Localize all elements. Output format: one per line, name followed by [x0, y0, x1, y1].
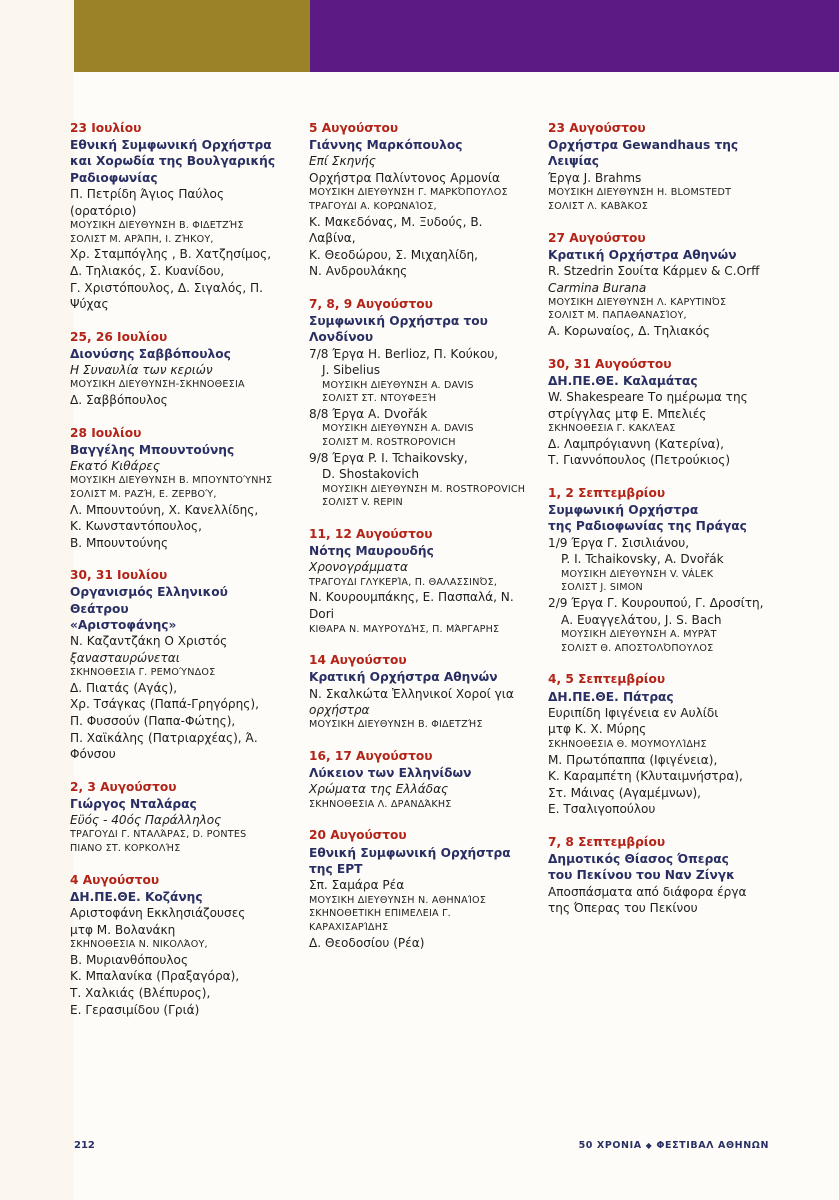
program-entry	[309, 827, 529, 951]
entry-line: ΣΚΗΝΟΘΕΣΙΑ Θ. ΜΟΥΜΟΥΛΊΔΗΣ	[548, 738, 707, 750]
entry-line: ΜΟΥΣΙΚΗ ΔΙΕΥΘΥΝΣΗ Λ. ΚΑΡΥΤΙΝΌΣ	[548, 296, 727, 308]
entry-title: Διονύσης Σαββόπουλος	[70, 346, 231, 361]
entry-date: 11, 12 Αυγούστου	[309, 527, 433, 542]
program-entry	[70, 425, 290, 552]
entry-date: 23 Ιουλίου	[70, 121, 142, 135]
page-body	[0, 72, 839, 1152]
entry-line: P. I. Tchaikovsky, A. Dvořák	[561, 552, 724, 567]
entry-line: Κ. Μπαλανίκα (Πραξαγόρα),	[70, 969, 240, 984]
entry-line: Εκατό Κιθάρες	[70, 459, 160, 474]
entry-line: ΣΚΗΝΟΘΕΣΙΑ Γ. ΚΑΚΛΈΑΣ	[548, 423, 676, 435]
entry-title: της ΕΡΤ	[309, 861, 363, 876]
entry-line: Σπ. Σαμάρα Ρέα	[309, 878, 405, 893]
entry-line: ΣΟΛΙΣΤ Θ. ΑΠΟΣΤΟΛΌΠΟΥΛΟΣ	[561, 642, 714, 654]
entry-line: Ν. Κουρουμπάκης, Ε. Πασπαλά, N. Dori	[309, 590, 514, 621]
entry-title: Συμφωνική Ορχήστρα του Λονδίνου	[309, 313, 488, 345]
entry-line: J. Sibelius	[322, 363, 381, 378]
entry-line: Γ. Χριστόπουλος, Δ. Σιγαλός, Π. Ψύχας	[70, 280, 263, 312]
entry-line: ΜΟΥΣΙΚΗ ΔΙΕΥΘΥΝΣΗ Β. ΜΠΟΥΝΤΟΎΝΗΣ	[70, 475, 273, 487]
entry-line: Αριστοφάνη Εκκλησιάζουσες	[70, 906, 246, 921]
entry-line: στρίγγλας μτφ Ε. Μπελιές	[548, 406, 707, 421]
entry-line: Δ. Τηλιακός, Σ. Κυανίδου,	[70, 264, 225, 279]
entry-line: ΠΙΑΝΟ ΣΤ. ΚΟΡΚΟΛΉΣ	[70, 843, 181, 855]
entry-line: ΣΟΛΙΣΤ ΣΤ. ΝΤΟΥΦΕΞΉ	[322, 393, 437, 405]
entry-title: Συμφωνική Ορχήστρα	[548, 503, 699, 518]
page-header-bar	[74, 0, 839, 72]
footer-text-secondary: ΦΕΣΤΙΒΑΛ ΑΘΗΝΩΝ	[656, 1140, 769, 1151]
entry-line: Χρ. Τσάγκας (Παπά-Γρηγόρης),	[70, 697, 259, 712]
entry-line: Ε. Γερασιμίδου (Γριά)	[70, 1002, 200, 1017]
program-entry	[70, 567, 290, 762]
entry-date: 4 Αυγούστου	[70, 872, 160, 887]
entry-date: 2, 3 Αυγούστου	[70, 779, 177, 794]
entry-title: «Αριστοφάνης»	[70, 618, 177, 633]
entry-title: Εθνική Συμφωνική Ορχήστρα	[309, 845, 511, 860]
entry-line: Έργα J. Brahms	[548, 170, 642, 185]
entry-line: R. Stzedrin Σουίτα Κάρμεν & C.Orff	[548, 264, 760, 278]
entry-date: 30, 31 Αυγούστου	[548, 356, 672, 371]
entry-line: Χρ. Σταμπόγλης , Β. Χατζησίμος,	[70, 247, 272, 262]
header-gold-block	[74, 0, 310, 72]
entry-line: Carmina Burana	[548, 280, 647, 295]
entry-line: ΣΟΛΙΣΤ V. REPIN	[322, 497, 403, 509]
entry-line: Ευριπίδη Ιφιγένεια εν Αυλίδι	[548, 705, 719, 720]
entry-line: Ν. Σκαλκώτα Ἐλληνικοί Χοροί για	[309, 686, 514, 701]
program-entry	[548, 834, 768, 917]
entry-title: Ραδιοφωνίας	[70, 170, 158, 185]
entry-title: ΔΗ.ΠΕ.ΘΕ. Κοζάνης	[70, 889, 203, 904]
entry-line: Εϋός - 40ός Παράλληλος	[70, 813, 222, 828]
program-entry	[548, 120, 768, 214]
entry-title: του Πεκίνου του Ναν Ζίνγκ	[548, 868, 735, 883]
entry-line: D. Shostakovich	[322, 467, 419, 482]
entry-line: Π. Φυσσούν (Παπα-Φώτης),	[70, 714, 236, 729]
entry-line: ΣΚΗΝΟΘΕΤΙΚΗ ΕΠΙΜΕΛΕΙΑ Γ. ΚΑΡΑΧΙΣΑΡΊΔΗΣ	[309, 908, 451, 933]
program-entry	[548, 230, 768, 340]
entry-line: Β. Μπουντούνης	[70, 535, 169, 550]
program-entry	[548, 485, 768, 655]
entry-line: Χρώματα της Ελλάδας	[309, 782, 449, 797]
entry-line: Ν. Ανδρουλάκης	[309, 264, 408, 279]
entry-line: ορχήστρα	[309, 703, 370, 718]
entry-line: ΜΟΥΣΙΚΗ ΔΙΕΥΘΥΝΣΗ Γ. ΜΑΡΚΌΠΟΥΛΟΣ	[309, 187, 508, 199]
entry-line: ΣΟΛΙΣΤ Μ. ΠΑΠΑΘΑΝΑΣΊΟΥ,	[548, 310, 687, 322]
entry-line: ΜΟΥΣΙΚΗ ΔΙΕΥΘΥΝΣΗ V. VÁLEK	[561, 568, 714, 580]
entry-line: μτφ Μ. Βολανάκη	[70, 922, 176, 937]
entry-title: της Ραδιοφωνίας της Πράγας	[548, 519, 747, 534]
entry-date: 30, 31 Ιουλίου	[70, 568, 168, 583]
program-column	[70, 120, 290, 1034]
entry-line: ΜΟΥΣΙΚΗ ΔΙΕΥΘΥΝΣΗ M. ROSTROPOVICH	[322, 483, 526, 495]
entry-line: Α. Ευαγγελάτου, J. S. Bach	[561, 612, 722, 627]
entry-line: Χρονογράμματα	[309, 560, 408, 575]
entry-line: Β. Μυριανθόπουλος	[70, 952, 189, 967]
program-entry	[70, 329, 290, 409]
entry-line: Κ. Μακεδόνας, Μ. Ξυδούς, Β. Λαβίνα,	[309, 214, 483, 246]
entry-title: Γιώργος Νταλάρας	[70, 796, 197, 811]
entry-line: 9/8 Έργα P. I. Tchaikovsky,	[309, 450, 468, 465]
entry-line: 2/9 Έργα Γ. Κουρουπού, Γ. Δροσίτη,	[548, 596, 764, 611]
entry-line: Ε. Τσαλιγοπούλου	[548, 802, 656, 817]
program-entry	[309, 296, 529, 510]
entry-title: Λύκειον των Ελληνίδων	[309, 766, 472, 781]
entry-line: ΣΚΗΝΟΘΕΣΙΑ Λ. ΔΡΑΝΔΆΚΗΣ	[309, 798, 452, 810]
entry-line: 7/8 Έργα Η. Berlioz, Π. Κούκου,	[309, 346, 499, 361]
entry-date: 7, 8, 9 Αυγούστου	[309, 296, 433, 311]
entry-title: Γιάννης Μαρκόπουλος	[309, 138, 463, 153]
program-column	[309, 120, 529, 1034]
entry-line: ΜΟΥΣΙΚΗ ΔΙΕΥΘΥΝΣΗ A. DAVIS	[322, 379, 474, 391]
entry-title: Οργανισμός Ελληνικού Θεάτρου	[70, 585, 228, 616]
entry-line: ΜΟΥΣΙΚΗ ΔΙΕΥΘΥΝΣΗ Ν. ΑΘΗΝΑΊΟΣ	[309, 894, 487, 906]
entry-line: Δ. Σαββόπουλος	[70, 393, 168, 408]
program-entry	[70, 779, 290, 856]
entry-line: ΣΟΛΙΣΤ J. SIMON	[561, 582, 643, 594]
entry-date: 28 Ιουλίου	[70, 425, 142, 440]
entry-title: και Χορωδία της Βουλγαρικής	[70, 154, 276, 169]
entry-line: ΤΡΑΓΟΥΔΙ Α. ΚΟΡΩΝΑΊΟΣ,	[309, 200, 437, 212]
entry-line: ΣΚΗΝΟΘΕΣΙΑ Ν. ΝΙΚΟΛΆΟΥ,	[70, 939, 208, 951]
entry-line: Τ. Γιαννόπουλος (Πετρούκιος)	[548, 453, 731, 468]
entry-title: ΔΗ.ΠΕ.ΘΕ. Καλαμάτας	[548, 373, 698, 388]
entry-date: 20 Αυγούστου	[309, 828, 407, 843]
entry-line: ΚΙΘΑΡΑ Ν. ΜΑΥΡΟΥΔΉΣ, Π. ΜΆΡΓΑΡΗΣ	[309, 623, 500, 635]
page-footer	[0, 1140, 839, 1170]
page-number: 212	[74, 1140, 95, 1151]
entry-title: Νότης Μαυρουδής	[309, 544, 434, 559]
entry-title: Κρατική Ορχήστρα Αθηνών	[548, 247, 737, 262]
entry-line: ΜΟΥΣΙΚΗ ΔΙΕΥΘΥΝΣΗ H. BLOMSTEDT	[548, 187, 732, 199]
entry-date: 4, 5 Σεπτεμβρίου	[548, 672, 666, 687]
entry-line: ξανασταυρώνεται	[70, 650, 180, 665]
entry-line: ΣΟΛΙΣΤ Μ. ΑΡΆΠΗ, Ι. ΖΉΚΟΥ,	[70, 233, 214, 245]
program-entry	[548, 356, 768, 469]
footer-caption	[579, 1140, 769, 1151]
entry-title: Κρατική Ορχήστρα Αθηνών	[309, 670, 498, 685]
entry-line: Ν. Καζαντζάκη Ο Χριστός	[70, 634, 228, 649]
entry-line: Κ. Κωνσταντόπουλος,	[70, 519, 202, 534]
entry-date: 23 Αυγούστου	[548, 121, 646, 135]
entry-line: ΤΡΑΓΟΥΔΙ ΓΛΥΚΕΡΊΑ, Π. ΘΑΛΑΣΣΙΝΌΣ,	[309, 576, 498, 588]
entry-line: ΜΟΥΣΙΚΗ ΔΙΕΥΘΥΝΣΗ A. DAVIS	[322, 423, 474, 435]
entry-line: Ορχήστρα Παλίντονος Αρμονία	[309, 170, 500, 185]
program-entry	[70, 120, 290, 313]
program-column	[548, 120, 768, 1034]
entry-line: Μ. Πρωτόπαππα (Ιφιγένεια),	[548, 752, 718, 767]
footer-text-primary: 50 ΧΡΟΝΙΑ	[578, 1140, 642, 1151]
entry-line: 1/9 Έργα Γ. Σισιλιάνου,	[548, 535, 690, 550]
program-columns	[70, 120, 770, 1034]
program-entry	[548, 671, 768, 817]
entry-line: Δ. Θεοδοσίου (Ρέα)	[309, 935, 425, 950]
entry-line: Τ. Χαλκιάς (Βλέπυρος),	[70, 985, 211, 1000]
entry-title: Βαγγέλης Μπουντούνης	[70, 442, 235, 457]
entry-line: Κ. Θεοδώρου, Σ. Μιχαηλίδη,	[309, 247, 478, 262]
entry-line: 8/8 Έργα Α. Dvořák	[309, 406, 428, 421]
entry-line: Π. Πετρίδη Άγιος Παύλος (ορατόριο)	[70, 187, 225, 218]
entry-line: Λ. Μπουντούνη, Χ. Κανελλίδης,	[70, 502, 259, 517]
entry-line: Π. Χαϊκάλης (Πατριαρχέας), Ά. Φόνσου	[70, 730, 258, 762]
entry-line: ΣΚΗΝΟΘΕΣΙΑ Γ. ΡΕΜΟΎΝΔΟΣ	[70, 667, 216, 679]
entry-title: Ορχήστρα Gewandhaus της Λειψίας	[548, 138, 739, 169]
entry-date: 25, 26 Ιουλίου	[70, 329, 168, 344]
entry-line: ΜΟΥΣΙΚΗ ΔΙΕΥΘΥΝΣΗ Α. ΜΥΡΆΤ	[561, 629, 717, 641]
entry-line: της Όπερας του Πεκίνου	[548, 901, 698, 916]
entry-date: 5 Αυγούστου	[309, 121, 399, 135]
program-entry	[70, 872, 290, 1018]
footer-diamond-icon: ◆	[645, 1141, 653, 1150]
entry-date: 27 Αυγούστου	[548, 230, 646, 245]
entry-line: ΜΟΥΣΙΚΗ ΔΙΕΥΘΥΝΣΗ Β. ΦΙΔΕΤΖΉΣ	[309, 719, 483, 731]
entry-line: Δ. Πιατάς (Αγάς),	[70, 680, 178, 695]
entry-date: 7, 8 Σεπτεμβρίου	[548, 834, 666, 849]
entry-date: 1, 2 Σεπτεμβρίου	[548, 485, 666, 500]
program-entry	[309, 526, 529, 636]
entry-title: ΔΗ.ΠΕ.ΘΕ. Πάτρας	[548, 689, 674, 704]
entry-line: Αποσπάσματα από διάφορα έργα	[548, 884, 747, 899]
program-entry	[309, 748, 529, 811]
header-purple-block	[310, 0, 839, 72]
program-entry	[309, 120, 529, 280]
entry-line: ΜΟΥΣΙΚΗ ΔΙΕΥΘΥΝΣΗ-ΣΚΗΝΟΘΕΣΙΑ	[70, 379, 245, 391]
entry-date: 14 Αυγούστου	[309, 653, 407, 668]
entry-line: μτφ Κ. Χ. Μύρης	[548, 722, 647, 737]
entry-date: 16, 17 Αυγούστου	[309, 749, 433, 764]
entry-title: Δημοτικός Θίασος Όπερας	[548, 851, 729, 866]
entry-title: Εθνική Συμφωνική Ορχήστρα	[70, 138, 272, 153]
entry-line: Α. Κορωναίος, Δ. Τηλιακός	[548, 324, 710, 339]
entry-line: ΜΟΥΣΙΚΗ ΔΙΕΥΘΥΝΣΗ Β. ΦΙΔΕΤΖΉΣ	[70, 220, 244, 232]
entry-line: Κ. Καραμπέτη (Κλυταιμνήστρα),	[548, 769, 743, 784]
entry-line: ΤΡΑΓΟΥΔΙ Γ. ΝΤΑΛΆΡΑΣ, D. PONTES	[70, 829, 247, 841]
entry-line: ΣΟΛΙΣΤ Μ. ΡΑΖΉ, Ε. ΖΕΡΒΟΎ,	[70, 489, 217, 500]
entry-line: ΣΟΛΙΣΤ M. ROSTROPOVICH	[322, 437, 456, 449]
program-entry	[309, 652, 529, 732]
entry-line: Δ. Λαμπρόγιαννη (Κατερίνα),	[548, 436, 724, 451]
entry-line: W. Shakespeare Το ημέρωμα της	[548, 390, 748, 405]
entry-line: Η Συναυλία των κεριών	[70, 363, 213, 378]
entry-line: ΣΟΛΙΣΤ Λ. ΚΑΒΆΚΟΣ	[548, 200, 649, 212]
entry-line: Επί Σκηνής	[309, 154, 376, 169]
entry-line: Στ. Μάινας (Αγαμέμνων),	[548, 785, 702, 800]
